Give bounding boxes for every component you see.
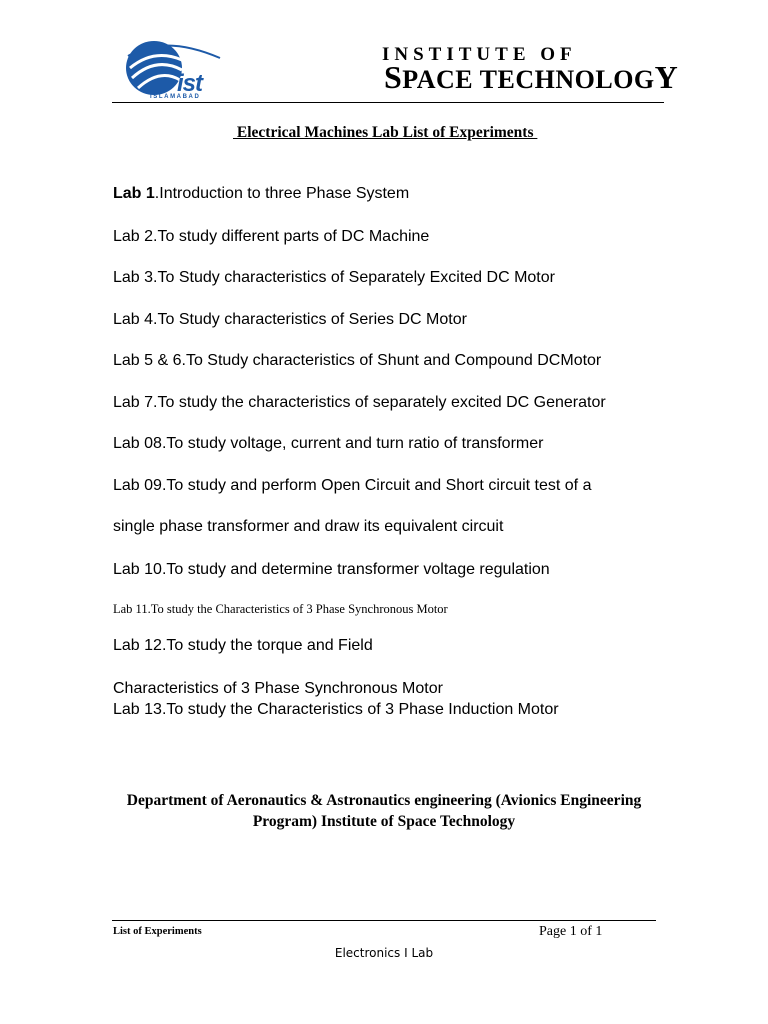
- lab-item-12: Lab 12.To study the torque and Field: [113, 637, 373, 654]
- lab-item-1-text: .Introduction to three Phase System: [154, 185, 410, 202]
- lab-item-2: Lab 2.To study different parts of DC Machine: [113, 228, 430, 245]
- lab-item-13: Lab 13.To study the Characteristics of 3 Phase Induction Motor: [113, 701, 559, 718]
- lab-item-12-continued: Characteristics of 3 Phase Synchronous Motor: [113, 680, 443, 697]
- lab-item-1-prefix: Lab 1: [113, 185, 155, 202]
- institute-cap-s: S: [384, 59, 403, 95]
- institute-name-line1: INSTITUTE OF: [382, 44, 577, 65]
- lab-item-11: Lab 11.To study the Characteristics of 3 Phase Synchronous Motor: [113, 602, 448, 616]
- page-number: Page 1 of 1: [539, 924, 603, 939]
- lab-item-7: Lab 7.To study the characteristics of separately excited DC Generator: [113, 394, 606, 411]
- lab-item-5-6: Lab 5 & 6.To Study characteristics of Shunt and Compound DCMotor: [113, 352, 602, 369]
- institute-name-line2: [384, 59, 678, 96]
- institute-cap-y: Y: [654, 59, 679, 95]
- lab-item-8: Lab 08.To study voltage, current and turn ratio of transformer: [113, 435, 544, 452]
- footer-doc-name: List of Experiments: [113, 926, 202, 937]
- logo-word: ist: [177, 70, 203, 97]
- document-title: Electrical Machines Lab List of Experiments: [233, 124, 538, 141]
- header-divider: [112, 102, 664, 103]
- lab-item-3: Lab 3.To Study characteristics of Separately Excited DC Motor: [113, 269, 555, 286]
- department-statement: Department of Aeronautics & Astronautics engineering (Avionics Engineering Program) Institute of Space Technology: [126, 792, 642, 830]
- logo-city: ISLAMABAD: [150, 94, 201, 100]
- lab-item-10: Lab 10.To study and determine transformer voltage regulation: [113, 561, 550, 578]
- footer-course-name: Electronics I Lab: [334, 946, 434, 960]
- ist-logo-globe-icon: [124, 38, 226, 102]
- institute-mid: PACE TECHNOLOG: [402, 65, 655, 94]
- lab-item-9-continued: single phase transformer and draw its equivalent circuit: [113, 518, 504, 535]
- lab-item-9: Lab 09.To study and perform Open Circuit and Short circuit test of a: [113, 477, 592, 494]
- lab-item-1: [113, 185, 409, 203]
- lab-item-4: Lab 4.To Study characteristics of Series DC Motor: [113, 311, 467, 328]
- footer-divider: [112, 920, 656, 921]
